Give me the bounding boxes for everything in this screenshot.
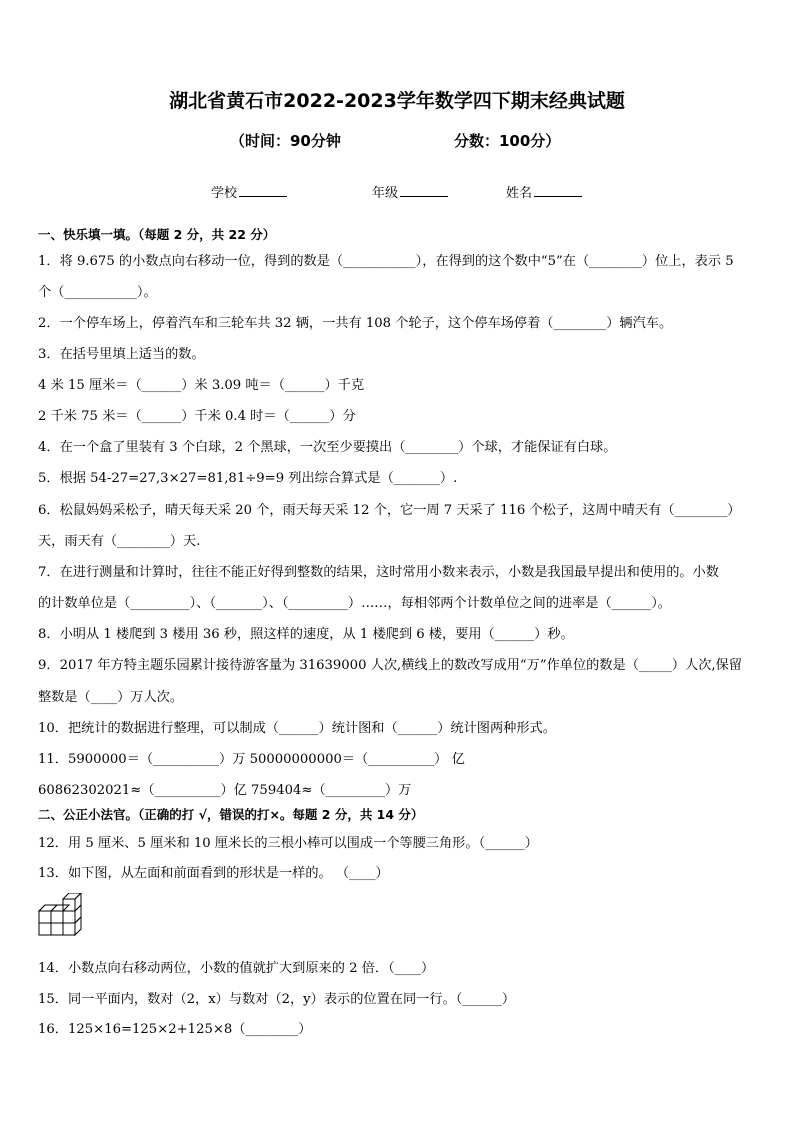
- question-line: 4．在一个盒了里装有 3 个白球，2 个黑球，一次至少要摸出（________）个球，才能保证有白球。: [38, 440, 617, 455]
- question-line: 9．2017 年方特主题乐园累计接待游客量为 31639000 人次,横线上的数改写成用“万”作单位的数是（_____）人次,保留: [38, 658, 742, 673]
- time-label: （时间：90分钟: [230, 132, 341, 150]
- question-line: 13．如下图，从左面和前面看到的形状是一样的。 （____）: [38, 866, 389, 881]
- question-line: 个（___________）。: [38, 285, 157, 300]
- question-line: 16．125×16=125×2+125×8（________）: [38, 1022, 312, 1037]
- cube-stack-figure: [37, 893, 89, 943]
- question-line: 8．小明从 1 楼爬到 3 楼用 36 秒，照这样的速度，从 1 楼爬到 6 楼，要用（______）秒。: [38, 627, 574, 642]
- school-field: [211, 182, 287, 201]
- school-label: 学校: [211, 186, 238, 201]
- question-line: 10．把统计的数据进行整理，可以制成（______）统计图和（______）统计图两种形式。: [38, 721, 556, 736]
- question-line: 4 米 15 厘米＝（______）米 3.09 吨＝（______）千克: [38, 378, 365, 393]
- grade-field: [372, 182, 448, 201]
- section-2-heading: 二、公正小法官。（正确的打 √，错误的打×。每题 2 分，共 14 分）: [38, 807, 424, 822]
- grade-label: 年级: [372, 186, 399, 201]
- grade-blank: [400, 184, 448, 197]
- name-blank: [534, 184, 582, 197]
- question-line: 6．松鼠妈妈采松子，晴天每天采 20 个，雨天每天采 12 个，它一周 7 天采了 116 个松子，这周中晴天有（________）: [38, 503, 741, 518]
- score-label: 分数：100分）: [454, 132, 561, 150]
- school-blank: [239, 184, 287, 197]
- question-line: 7．在进行测量和计算时，往往不能正好得到整数的结果，这时常用小数来表示，小数是我国最早提出和使用的。小数: [38, 565, 719, 580]
- page-title: 湖北省黄石市2022-2023学年数学四下期末经典试题: [169, 90, 625, 112]
- question-line: 12．用 5 厘米、5 厘米和 10 厘米长的三根小棒可以围成一个等腰三角形。（______）: [38, 836, 538, 851]
- name-field: [506, 182, 582, 201]
- question-line: 15．同一平面内，数对（2，x）与数对（2，y）表示的位置在同一行。（______）: [38, 992, 516, 1007]
- question-line: 60862302021≈（__________）亿 759404≈（_________）万: [38, 783, 412, 798]
- question-line: 14．小数点向右移动两位，小数的值就扩大到原来的 2 倍．（____）: [38, 961, 435, 976]
- question-line: 5．根据 54-27=27,3×27=81,81÷9=9 列出综合算式是（_______）.: [38, 471, 458, 486]
- question-line: 3．在括号里填上适当的数。: [38, 347, 205, 362]
- name-label: 姓名: [506, 186, 533, 201]
- question-line: 11．5900000＝（__________）万 50000000000＝（__________） 亿: [38, 752, 465, 767]
- question-line: 1．将 9.675 的小数点向右移动一位，得到的数是（___________），在得到的这个数中“5”在（________）位上，表示 5: [38, 254, 734, 269]
- question-line: 的计数单位是（_________）、（_______）、（_________）……，每相邻两个计数单位之间的进率是（______）。: [38, 596, 671, 611]
- section-1-heading: 一、快乐填一填。（每题 2 分，共 22 分）: [38, 227, 276, 242]
- question-line: 2 千米 75 米＝（______）千米 0.4 时＝（______）分: [38, 409, 356, 424]
- question-line: 2．一个停车场上，停着汽车和三轮车共 32 辆，一共有 108 个轮子，这个停车场停着（________）辆汽车。: [38, 316, 673, 331]
- question-line: 天，雨天有（________）天.: [38, 534, 201, 549]
- question-line: 整数是（____）万人次。: [38, 690, 184, 705]
